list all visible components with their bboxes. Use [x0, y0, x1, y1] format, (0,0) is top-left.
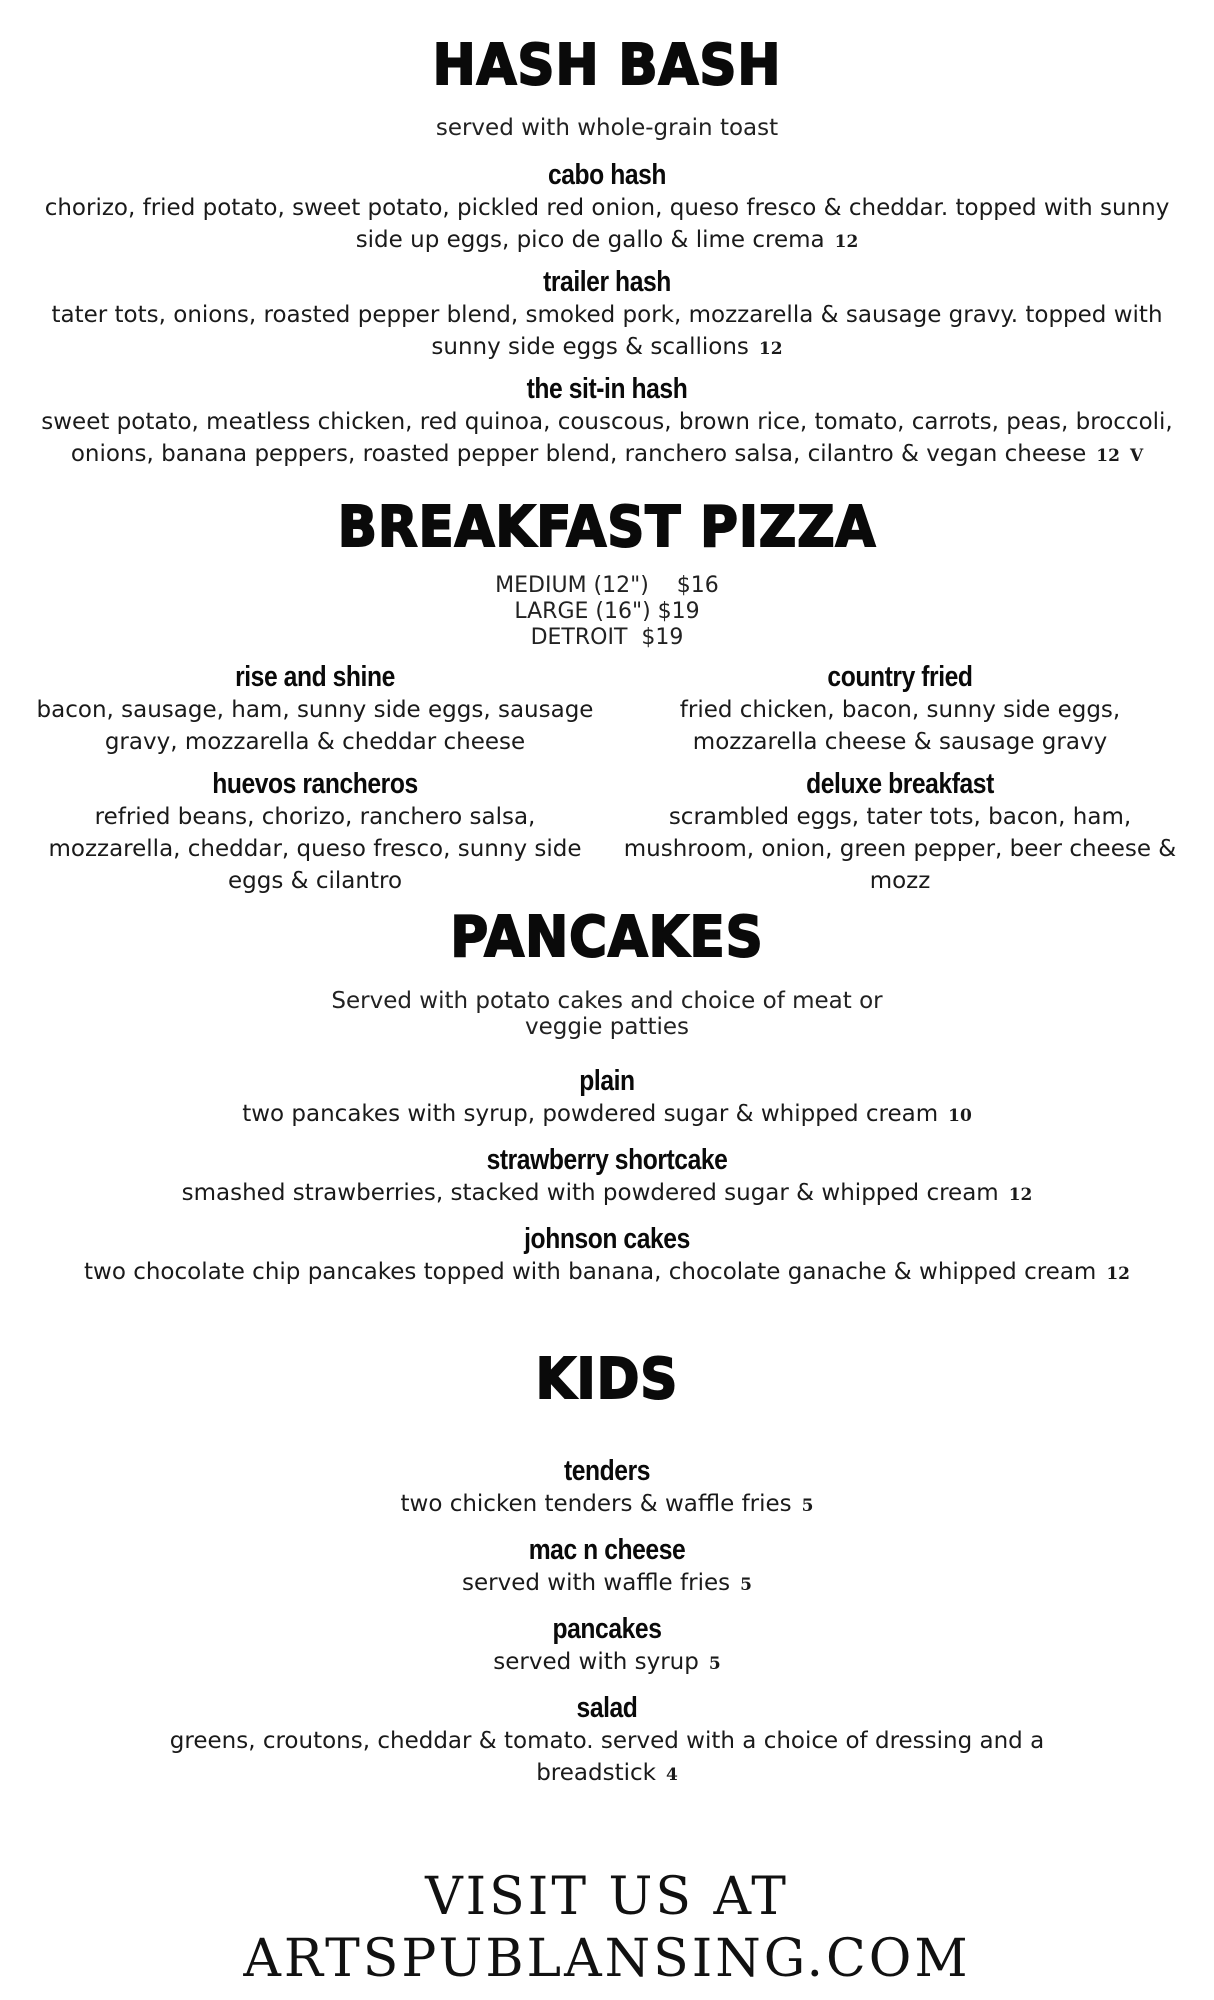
item-desc-line: mushroom, onion, green pepper, beer cheese &: [623, 835, 1177, 862]
item-desc-line: eggs & cilantro: [227, 867, 403, 894]
item-desc-line: mozz: [869, 867, 931, 894]
pizza-size-detroit: DETROIT $19: [530, 625, 684, 650]
item-description: [30, 801, 600, 897]
footer-line-1: VISIT US AT: [425, 1867, 789, 1927]
item-desc-line: served with syrup: [493, 1648, 699, 1675]
item-description: [40, 1488, 1174, 1522]
item-name: huevos rancheros: [212, 768, 418, 800]
subtitle-line: veggie patties: [524, 1014, 690, 1040]
section-title-breakfast-pizza: BREAKFAST PIZZA: [337, 495, 877, 560]
item-description: [40, 192, 1174, 258]
item-name: strawberry shortcake: [486, 1144, 728, 1176]
item-name: cabo hash: [547, 159, 667, 191]
footer-visit-us: [0, 1866, 1214, 1990]
menu-item-sit-in-hash: [40, 374, 1174, 472]
item-description: [40, 299, 1174, 365]
item-desc-line: side up eggs, pico de gallo & lime crema: [355, 226, 825, 253]
menu-item-plain-pancakes: [40, 1066, 1174, 1132]
item-desc-line: two pancakes with syrup, powdered sugar & whipped cream: [242, 1100, 939, 1127]
item-desc-line: breadstick: [536, 1759, 656, 1786]
item-name: pancakes: [552, 1613, 662, 1645]
pizza-sizes: [0, 573, 1214, 651]
vegan-tag: V: [1129, 445, 1144, 466]
item-desc-line: fried chicken, bacon, sunny side eggs,: [679, 696, 1121, 723]
item-price: 4: [665, 1764, 678, 1785]
menu-item-trailer-hash: [40, 267, 1174, 365]
item-name: plain: [579, 1065, 635, 1097]
menu-item-rise-and-shine: [30, 662, 600, 758]
section-title-pancakes: PANCAKES: [450, 905, 764, 970]
item-desc-line: sunny side eggs & scallions: [431, 333, 749, 360]
website-url[interactable]: ARTSPUBLANSING.COM: [243, 1929, 971, 1989]
item-desc-line: tater tots, onions, roasted pepper blend, smoked pork, mozzarella & sausage gravy. topped with: [51, 301, 1163, 328]
item-name: the sit-in hash: [526, 373, 688, 405]
menu-item-salad: [40, 1693, 1174, 1791]
item-name: deluxe breakfast: [806, 768, 994, 800]
pancakes-subtitle: [0, 988, 1214, 1040]
item-desc-line: bacon, sausage, ham, sunny side eggs, sausage: [36, 696, 594, 723]
menu-item-strawberry-shortcake: [40, 1145, 1174, 1211]
item-desc-line: gravy, mozzarella & cheddar cheese: [104, 728, 526, 755]
item-price: 5: [740, 1574, 752, 1595]
item-description: [40, 406, 1174, 472]
item-name: tenders: [563, 1455, 651, 1487]
item-price: 12: [1008, 1184, 1033, 1205]
menu-item-country-fried: [620, 662, 1180, 758]
menu-item-kids-pancakes: [40, 1614, 1174, 1680]
item-description: [40, 1098, 1174, 1132]
item-desc-line: onions, banana peppers, roasted pepper blend, ranchero salsa, cilantro & vegan cheese: [70, 440, 1087, 467]
item-description: [40, 1725, 1174, 1791]
menu-item-huevos-rancheros: [30, 769, 600, 897]
pizza-size-medium: MEDIUM (12") $16: [495, 573, 719, 598]
item-desc-line: refried beans, chorizo, ranchero salsa,: [94, 803, 536, 830]
item-price: 12: [834, 231, 859, 252]
item-desc-line: mozzarella, cheddar, queso fresco, sunny side: [48, 835, 582, 862]
item-name: johnson cakes: [524, 1223, 690, 1255]
item-desc-line: scrambled eggs, tater tots, bacon, ham,: [668, 803, 1132, 830]
hash-bash-subtitle: served with whole-grain toast: [435, 115, 779, 141]
item-description: [40, 1256, 1174, 1290]
section-title-kids: KIDS: [535, 1347, 679, 1412]
pizza-size-large: LARGE (16") $19: [514, 599, 700, 624]
item-name: country fried: [827, 661, 973, 693]
item-description: [40, 1646, 1174, 1680]
item-desc-line: two chocolate chip pancakes topped with banana, chocolate ganache & whipped cream: [83, 1258, 1097, 1285]
item-price: 10: [948, 1105, 972, 1126]
item-description: [40, 1177, 1174, 1211]
item-desc-line: smashed strawberries, stacked with powdered sugar & whipped cream: [181, 1179, 999, 1206]
item-price: 12: [758, 338, 783, 359]
item-name: trailer hash: [543, 266, 671, 298]
menu-item-johnson-cakes: [40, 1224, 1174, 1290]
item-name: mac n cheese: [528, 1534, 686, 1566]
item-desc-line: mozzarella cheese & sausage gravy: [692, 728, 1108, 755]
item-desc-line: greens, croutons, cheddar & tomato. served with a choice of dressing and a: [169, 1727, 1045, 1754]
item-price: 12: [1106, 1263, 1130, 1284]
item-price: 12: [1096, 445, 1120, 466]
item-desc-line: served with waffle fries: [462, 1569, 731, 1596]
item-price: 5: [801, 1495, 814, 1516]
item-price: 5: [708, 1653, 721, 1674]
section-title-hash-bash: HASH BASH: [432, 33, 782, 98]
item-name: rise and shine: [235, 661, 395, 693]
menu-item-mac-n-cheese: [40, 1535, 1174, 1601]
subtitle-line: Served with potato cakes and choice of meat or: [331, 988, 883, 1014]
menu-item-deluxe-breakfast: [620, 769, 1180, 897]
item-description: [620, 801, 1180, 897]
item-name: salad: [576, 1692, 638, 1724]
item-description: [30, 694, 600, 758]
menu-item-tenders: [40, 1456, 1174, 1522]
menu-item-cabo-hash: [40, 160, 1174, 258]
item-description: [40, 1567, 1174, 1601]
item-desc-line: chorizo, fried potato, sweet potato, pickled red onion, queso fresco & cheddar. topped with sunny: [44, 194, 1170, 221]
item-desc-line: two chicken tenders & waffle fries: [400, 1490, 792, 1517]
item-description: [620, 694, 1180, 758]
item-desc-line: sweet potato, meatless chicken, red quinoa, couscous, brown rice, tomato, carrots, peas, broccoli,: [41, 408, 1173, 435]
